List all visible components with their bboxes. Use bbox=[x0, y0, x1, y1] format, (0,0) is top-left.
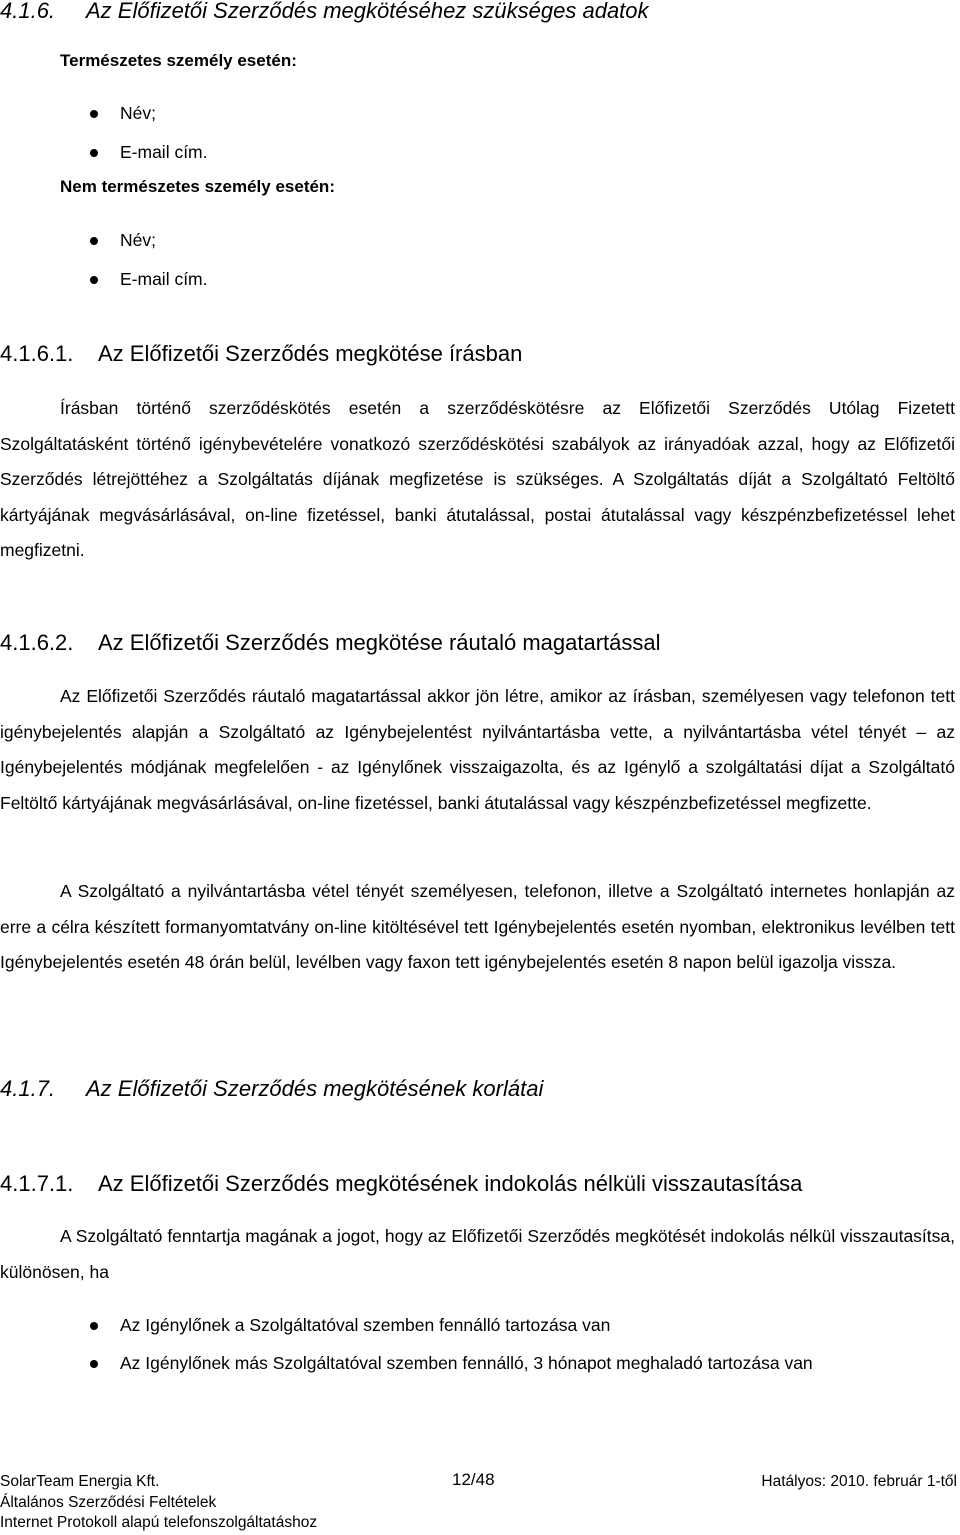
section-number: 4.1.6. bbox=[0, 0, 56, 23]
footer-doc-title: Általános Szerződési Feltételek bbox=[0, 1494, 217, 1511]
paragraph-implied-contract: Az Előfizetői Szerződés ráutaló magatartással akkor jön létre, amikor az írásban, személyesen vagy telefonon tett igénybejelentés alapján a Szolgáltató az Igénybejelentést nyilvántartásba vette, a nyilvántartásba vétel tényét – az Igénybejelentés módjának megfelelően - az Igénylőnek visszaigazolta, és az Igénylő a szolgáltatási díjat a Szolgáltató Feltöltő kártyájának megvásárlásával, on-line fizetéssel, banki átutalással vagy készpénzbefizetéssel megfizette. bbox=[0, 686, 955, 813]
section-title: Az Előfizetői Szerződés megkötésének korlátai bbox=[86, 1076, 544, 1101]
section-heading-4-1-7-1 bbox=[0, 1171, 802, 1197]
bullet-icon bbox=[90, 110, 98, 118]
list-item: Név; bbox=[120, 103, 156, 123]
paragraph-confirmation: A Szolgáltató a nyilvántartásba vétel tényét személyesen, telefonon, illetve a Szolgáltató internetes honlapján az erre a célra készített formanyomtatvány on-line kitöltésével tett Igénybejelentés esetén nyomban, elektronikus levélben tett Igénybejelentés esetén 48 órán belül, levélben vagy faxon tett igénybejelentés esetén 8 napon belül igazolja vissza. bbox=[0, 881, 955, 972]
footer-doc-subtitle: Internet Protokoll alapú telefonszolgáltatáshoz bbox=[0, 1514, 318, 1531]
bullet-icon bbox=[90, 1322, 98, 1330]
bullet-icon bbox=[90, 237, 98, 245]
section-heading-4-1-7 bbox=[0, 1076, 543, 1102]
list-item: Az Igénylőnek a Szolgáltatóval szemben fennálló tartozása van bbox=[120, 1315, 611, 1335]
section-heading-4-1-6-1 bbox=[0, 341, 522, 367]
section-heading-4-1-6 bbox=[0, 0, 649, 24]
list-item: E-mail cím. bbox=[120, 269, 208, 289]
list-item: Az Igénylőnek más Szolgáltatóval szemben fennálló, 3 hónapot meghaladó tartozása van bbox=[120, 1353, 813, 1373]
list-item: E-mail cím. bbox=[120, 142, 208, 162]
section-title: Az Előfizetői Szerződés megkötése ráutaló magatartással bbox=[98, 630, 661, 655]
section-number: 4.1.6.1. bbox=[0, 341, 74, 366]
paragraph-refusal: A Szolgáltató fenntartja magának a jogot, hogy az Előfizetői Szerződés megkötését indokolás nélkül visszautasítsa, különösen, ha bbox=[0, 1226, 955, 1282]
footer-effective-date: Hatályos: 2010. február 1-től bbox=[761, 1473, 957, 1490]
natural-person-label: Természetes személy esetén: bbox=[60, 51, 297, 70]
section-heading-4-1-6-2 bbox=[0, 630, 661, 656]
bullet-icon bbox=[90, 149, 98, 157]
section-number: 4.1.7.1. bbox=[0, 1171, 74, 1196]
section-number: 4.1.7. bbox=[0, 1076, 56, 1101]
paragraph-written-contract: Írásban történő szerződéskötés esetén a szerződéskötésre az Előfizetői Szerződés Utólag Fizetett Szolgáltatásként történő igénybevételére vonatkozó szerződéskötési szabályok az irányadóak azzal, hogy az Előfizetői Szerződés létrejöttéhez a Szolgáltatás díjának megfizetése is szükséges. A Szolgáltatás díját a Szolgáltató Feltöltő kártyájának megvásárlásával, on-line fizetéssel, banki átutalással, postai átutalással vagy készpénzbefizetéssel lehet megfizetni. bbox=[0, 398, 955, 560]
section-title: Az Előfizetői Szerződés megkötéséhez szükséges adatok bbox=[86, 0, 649, 23]
list-item: Név; bbox=[120, 230, 156, 250]
bullet-icon bbox=[90, 1360, 98, 1368]
section-title: Az Előfizetői Szerződés megkötésének indokolás nélküli visszautasítása bbox=[98, 1171, 803, 1196]
section-number: 4.1.6.2. bbox=[0, 630, 74, 655]
footer-company: SolarTeam Energia Kft. bbox=[0, 1473, 160, 1490]
legal-person-label: Nem természetes személy esetén: bbox=[60, 177, 335, 196]
bullet-icon bbox=[90, 276, 98, 284]
footer-page-number: 12/48 bbox=[452, 1470, 495, 1489]
section-title: Az Előfizetői Szerződés megkötése írásban bbox=[98, 341, 523, 366]
